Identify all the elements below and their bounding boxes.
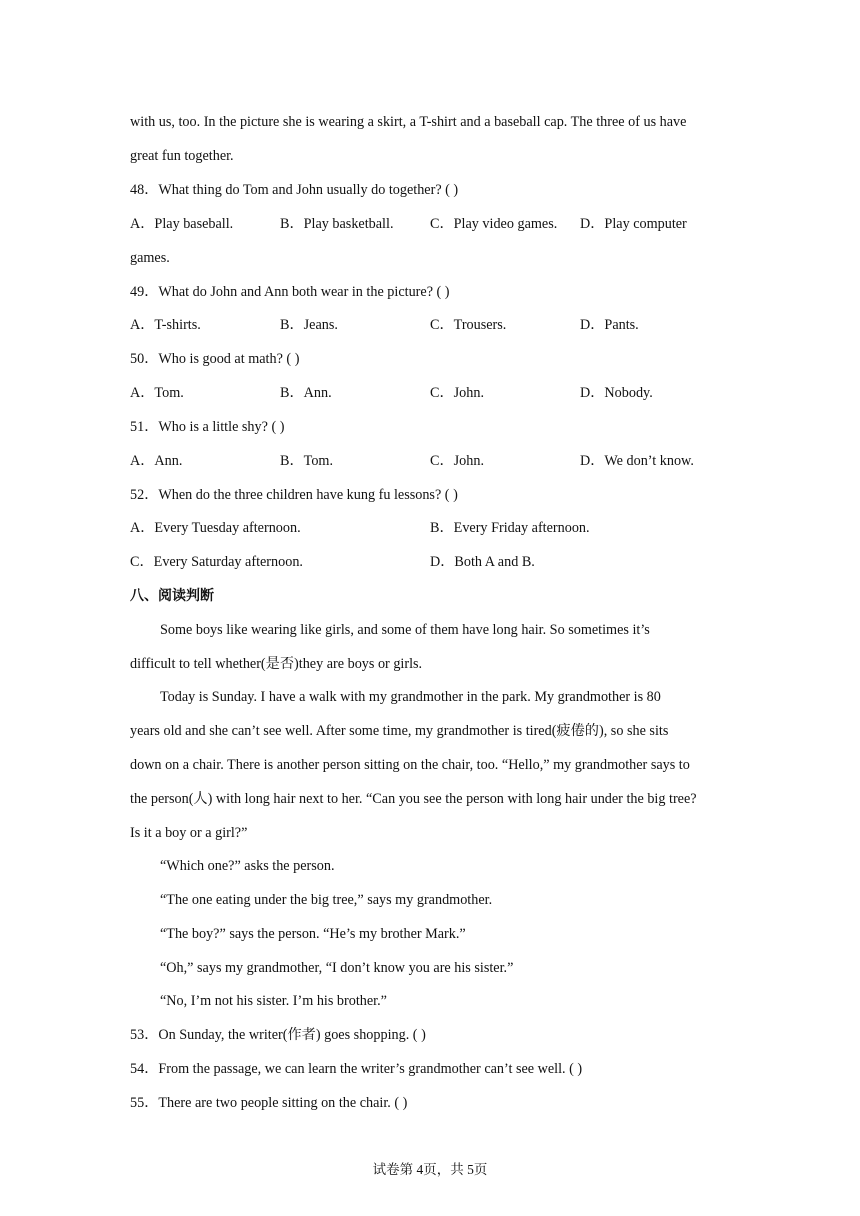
question-49-stem: 49．What do John and Ann both wear in the picture? ( ) [130,284,450,300]
passage-line: great fun together. [130,148,234,164]
question-48-options [130,214,750,234]
question-52-stem: 52．When do the three children have kung fu lessons? ( ) [130,487,458,503]
option-a: A．Every Tuesday afternoon. [130,520,301,536]
option-c: C．Every Saturday afternoon. [130,554,303,570]
passage-line: Today is Sunday. I have a walk with my grandmother in the park. My grandmother is 80 [160,689,661,705]
question-54: 54．From the passage, we can learn the writer’s grandmother can’t see well. ( ) [130,1061,583,1077]
question-52-options-row1 [130,518,750,538]
page-footer: 试卷第 4页，共 5页 [372,1162,488,1177]
option-b: B．Play basketball. [280,216,394,232]
passage-line: with us, too. In the picture she is wearing a skirt, a T-shirt and a baseball cap. The three of us have [130,114,687,130]
option-b: B．Every Friday afternoon. [430,520,590,536]
passage-line: the person(人) with long hair next to her. “Can you see the person with long hair under the big tree? [130,791,697,807]
option-a: A．Tom. [130,385,184,401]
dialogue-line: “The one eating under the big tree,” says my grandmother. [160,892,493,908]
option-a: A．Ann. [130,453,183,469]
option-c: C．Play video games. [430,216,558,232]
dialogue-line: “The boy?” says the person. “He’s my brother Mark.” [160,926,466,942]
passage-line: Some boys like wearing like girls, and some of them have long hair. So sometimes it’s [160,622,650,638]
question-53: 53．On Sunday, the writer(作者) goes shopping. ( ) [130,1027,426,1043]
question-48-stem: 48．What thing do Tom and John usually do together? ( ) [130,182,459,198]
option-c: C．John. [430,453,484,469]
question-50-stem: 50．Who is good at math? ( ) [130,351,300,367]
dialogue-line: “Which one?” asks the person. [160,858,335,874]
option-a: A．Play baseball. [130,216,234,232]
option-a: A．T-shirts. [130,317,201,333]
passage-line: Is it a boy or a girl?” [130,825,248,841]
option-b: B．Jeans. [280,317,338,333]
option-b: B．Ann. [280,385,332,401]
option-c: C．Trousers. [430,317,507,333]
dialogue-line: “Oh,” says my grandmother, “I don’t know you are his sister.” [160,960,514,976]
option-b: B．Tom. [280,453,334,469]
question-49-options [130,315,750,335]
section-heading: 八、阅读判断 [130,588,214,604]
question-50-options [130,383,750,403]
option-d-continued: games. [130,250,170,266]
option-d: D．Play computer [580,216,687,232]
passage-line: years old and she can’t see well. After some time, my grandmother is tired(疲倦的), so she sits [130,723,669,739]
question-51-stem: 51．Who is a little shy? ( ) [130,419,285,435]
question-55: 55．There are two people sitting on the chair. ( ) [130,1095,408,1111]
question-52-options-row2 [130,552,750,572]
question-51-options [130,451,750,471]
passage-line: difficult to tell whether(是否)they are boys or girls. [130,656,423,672]
dialogue-line: “No, I’m not his sister. I’m his brother.” [160,993,387,1009]
option-d: D．Pants. [580,317,639,333]
option-c: C．John. [430,385,484,401]
option-d: D．Both A and B. [430,554,535,570]
option-d: D．We don’t know. [580,453,694,469]
option-d: D．Nobody. [580,385,653,401]
passage-line: down on a chair. There is another person sitting on the chair, too. “Hello,” my grandmother says to [130,757,690,773]
